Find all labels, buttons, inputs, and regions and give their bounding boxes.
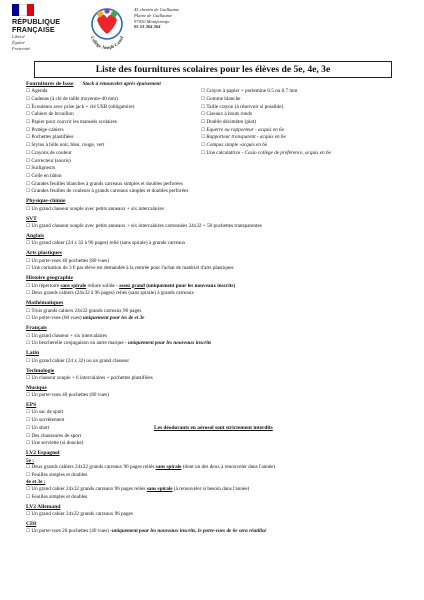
list-item: ☐ Trois grands cahiers 24x32 grands carreaux 96 pages: [26, 308, 416, 316]
page-header: [0, 0, 424, 58]
musique-heading: Musique: [26, 384, 47, 391]
list-item: ☐ Un sac de sport: [26, 409, 416, 417]
list-item: ☐ Un grand cahier (24 x 32 à 96 pages) relié (sans spirale) à grands carreaux: [26, 240, 416, 248]
espagnol-sub-4e3e: 4e et 3e :: [26, 479, 46, 486]
list-item: ☐ Une serviette (si douche): [26, 440, 416, 448]
espagnol-sub-5e: 5e :: [26, 457, 34, 464]
list-item: ☐ Stylos à bille noir, bleu, rouge, vert: [26, 142, 201, 150]
cdi-heading: CDI: [26, 521, 37, 528]
list-item: ☐ Un classeur souple + 6 intercalaires + pochettes plastifiées: [26, 375, 416, 383]
eps-short-row: [26, 425, 416, 433]
list-item: ☐ Gomme blanche: [201, 96, 416, 104]
college-address: [134, 7, 179, 30]
list-item: ☐ Un porte-vues 20 pochettes (40 vues) -uniquement pour les nouveaux inscrits, le porte-vues de 6e sera réutilisé: [26, 528, 416, 536]
list-item: ☐ Un survêtement: [26, 417, 416, 425]
eps-warning: Les déodorants en aérosol sont strictement interdits: [154, 424, 273, 431]
college-name-text: Collège Joseph Cassel: [89, 35, 125, 51]
list-item: ☐ Une cotisation de 3 € par élève est demandée à la rentrée pour l'achat de matériel d'arts plastiques: [26, 265, 416, 273]
college-logo-icon: [84, 2, 130, 52]
address-phone: 05 53 364 364: [134, 24, 161, 30]
flag-icon: [12, 4, 34, 16]
republic-line-1: RÉPUBLIQUE: [12, 17, 61, 26]
list-item: ☐ Cahiers de brouillon: [26, 111, 201, 119]
eps-heading: EPS: [26, 402, 37, 409]
republique-francaise-block: [12, 4, 74, 51]
list-item: ☐ Des chaussures de sport: [26, 433, 416, 441]
list-item: ☐ Pochettes plastifiées: [26, 134, 201, 142]
republic-line-2: FRANÇAISE: [12, 24, 55, 34]
list-item: ☐ Un grand classeur souple avec petits anneaux + six intercalaires: [26, 206, 416, 214]
list-item: ☐ Protège-cahiers: [26, 127, 201, 135]
list-item: ☐ Un grand cahier (24 x 32) ou un grand classeur: [26, 358, 416, 366]
anglais-heading: Anglais: [26, 233, 45, 240]
list-item: ☐ Correcteur (souris): [26, 158, 201, 166]
svt-heading: SVT: [26, 215, 37, 222]
maths-heading: Mathématiques: [26, 300, 64, 307]
techno-heading: Technologie: [26, 367, 55, 374]
list-item: ☐ Crayon à papier + portemine 0.5 ou 0.7 mm: [201, 88, 416, 96]
list-item: ☐ Un porte-vues (60 vues) uniquement pour les 4e et 3e: [26, 315, 416, 323]
list-item: ☐ Cadenas (à clé de taille moyenne-40 mm): [26, 96, 201, 104]
base-heading-row: [26, 81, 416, 88]
list-item: ☐ Un répertoire sans spirale reliure solide - assez grand (uniquement pour les nouveaux inscrits): [26, 283, 416, 291]
list-item: ☐ Un grand classeur + six intercalaires: [26, 333, 416, 341]
page-title: Liste des fournitures scolaires pour les élèves de 5e, 4e, 3e: [34, 61, 392, 78]
list-item: ☐ Feuilles simples et doubles: [26, 472, 416, 480]
list-item: ☐ Deux grands cahiers 24x32 grands carreaux 96 pages reliés sans spirale (dont un des deux à renouveler dans l'année): [26, 464, 416, 472]
calculator-item: ☐ Une calculatrice - Casio collège de préférence, acquis en 6e: [201, 150, 416, 158]
list-item: ☐ Colle en bâton: [26, 173, 201, 181]
list-item: ☐ Rapporteur transparent - acquis en 6e: [201, 134, 416, 142]
list-item: ☐ Deux grands cahiers (24x32 à 96 pages) reliés (sans spirale) à grands carreaux: [26, 290, 416, 298]
list-item: ☐ Un bescherelle conjugaison ou autre marque - uniquement pour les nouveaux inscrits: [26, 340, 416, 348]
base-columns: [26, 88, 416, 180]
list-item: ☐ Compas simple -acquis en 6e: [201, 142, 416, 150]
list-item: ☐ Crayons de couleur: [26, 150, 201, 158]
list-item: ☐ Un porte-vues 40 pochettes (80 vues): [26, 258, 416, 266]
base-note: Stock à renouveler après épuisement: [82, 81, 161, 87]
francais-heading: Français: [26, 325, 47, 332]
address-line: 97430 Montfermijn: [134, 18, 170, 24]
motto-egalite: Égalité: [12, 40, 25, 46]
motto-liberte: Liberté: [12, 34, 25, 40]
list-item: ☐ Equerre ou rapporteur - acquis en 6e: [201, 127, 416, 135]
list-item: ☐ Un porte-vues 40 pochettes (80 vues): [26, 392, 416, 400]
motto-fraternite: Fraternité: [12, 46, 31, 52]
allemand-heading: LV2 Allemand: [26, 503, 61, 510]
histoire-heading: Histoire géographie: [26, 275, 73, 282]
list-item: ☐ Agenda: [26, 88, 201, 96]
list-item: ☐ Un grand classeur souple avec petits anneaux + six intercalaires cartonnées 24x32 + 50 pochettes transparentes: [26, 223, 416, 231]
address-line: Plaine de Guillaume: [134, 12, 173, 18]
list-item: ☐ Grandes feuilles blanches à grands carreaux simples et doubles perforées: [26, 181, 416, 189]
list-item: ☐ Grandes feuilles de couleurs à grands carreaux simples et doubles perforées: [26, 188, 416, 196]
espagnol-heading: LV2 Espagnol: [26, 450, 60, 457]
supplies-list: [26, 81, 416, 536]
list-item: ☐ Papier pour couvrir les manuels scolaires: [26, 119, 201, 127]
physique-heading: Physique-chimie: [26, 198, 66, 205]
list-item: ☐ Ciseaux à bouts ronds: [201, 111, 416, 119]
list-item: ☐ Écouteurs avec prise jack + clé USB (obligatoire): [26, 104, 201, 112]
list-item: ☐ Double décimètre (plat): [201, 119, 416, 127]
base-heading: Fournitures de base: [26, 81, 74, 87]
arts-heading: Arts plastiques: [26, 250, 62, 257]
base-left-column: [26, 88, 201, 180]
list-item: ☐ Un grand cahier 24x32 grands carreaux 96 pages: [26, 511, 416, 519]
list-item: ☐ Surligneurs: [26, 165, 201, 173]
list-item: ☐ Un grand cahier 24x32 grands carreaux 96 pages reliés sans spirale (à renouveler si besoin dans l'année): [26, 486, 416, 494]
list-item: ☐ Un short: [26, 425, 154, 433]
address-line: 45 chemin de Guillaume: [134, 7, 180, 12]
list-item: ☐ Taille crayon (à réservoir si possible): [201, 104, 416, 112]
base-right-column: [201, 88, 416, 180]
latin-heading: Latin: [26, 350, 40, 357]
list-item: ☐ Feuilles simples et doubles: [26, 494, 416, 502]
